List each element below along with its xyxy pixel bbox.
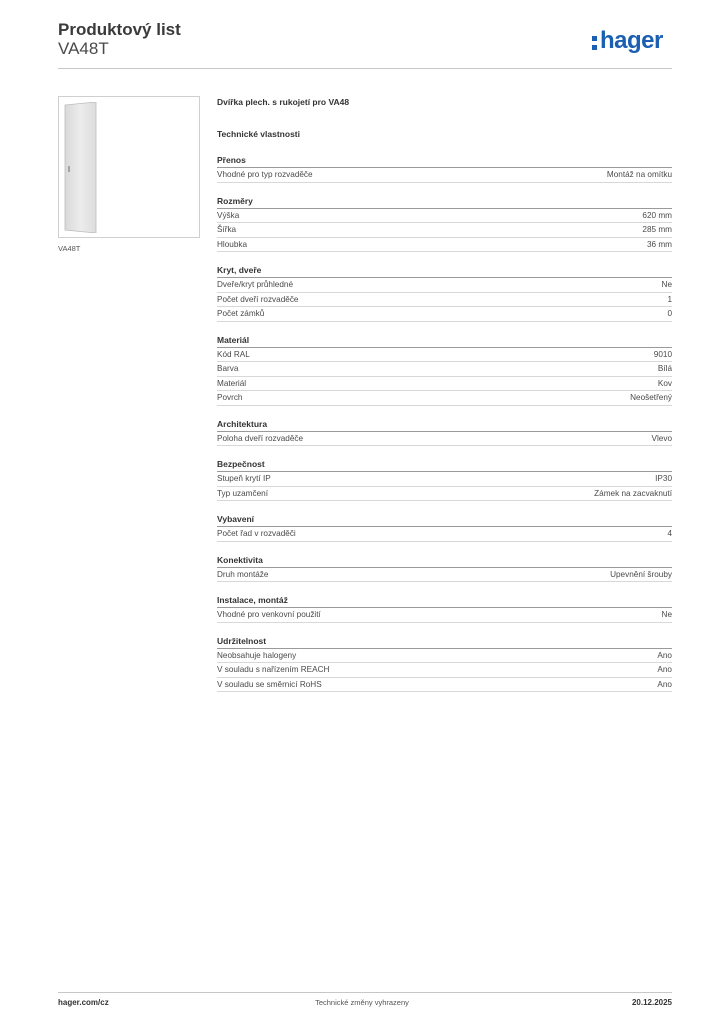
- spec-section: [217, 458, 672, 501]
- spec-label: Počet zámků: [217, 309, 265, 318]
- spec-row: [217, 663, 672, 678]
- header-divider: [58, 68, 672, 69]
- spec-value: 0: [667, 309, 672, 318]
- spec-row: [217, 391, 672, 406]
- spec-label: Vhodné pro typ rozvaděče: [217, 170, 313, 179]
- spec-value: IP30: [655, 474, 672, 483]
- section-title: Materiál: [217, 334, 672, 348]
- section-title: Přenos: [217, 154, 672, 168]
- spec-label: Typ uzamčení: [217, 488, 268, 498]
- spec-value: 36 mm: [646, 239, 672, 249]
- spec-row: [217, 527, 672, 542]
- spec-row: [217, 678, 672, 693]
- section-title: Instalace, montáž: [217, 594, 672, 608]
- spec-label: Neobsahuje halogeny: [217, 650, 297, 660]
- spec-row: [217, 487, 672, 502]
- spec-label: Druh montáže: [217, 569, 269, 579]
- spec-value: Montáž na omítku: [606, 170, 672, 179]
- spec-section: [217, 513, 672, 542]
- section-title: Rozměry: [217, 195, 672, 209]
- footer-divider: [58, 992, 672, 993]
- section-title: Kryt, dveře: [217, 264, 672, 278]
- spec-value: Ne: [661, 610, 672, 619]
- spec-value: 9010: [653, 349, 672, 359]
- spec-row: [217, 472, 672, 487]
- spec-content: [217, 96, 672, 692]
- spec-section: [217, 195, 672, 253]
- spec-row: [217, 293, 672, 308]
- spec-row: [217, 238, 672, 253]
- page-title: Produktový list: [58, 20, 181, 39]
- spec-row: [217, 348, 672, 363]
- spec-value: Ano: [657, 679, 672, 689]
- spec-label: Kód RAL: [217, 349, 250, 359]
- spec-section: [217, 154, 672, 183]
- spec-row: [217, 608, 672, 623]
- spec-value: 4: [667, 529, 672, 538]
- image-caption: VA48T: [58, 244, 81, 253]
- spec-row: [217, 307, 672, 322]
- spec-row: [217, 168, 672, 183]
- spec-label: Materiál: [217, 378, 247, 388]
- spec-section: [217, 635, 672, 693]
- section-title: Konektivita: [217, 554, 672, 568]
- spec-row: [217, 568, 672, 583]
- footer-website-link[interactable]: hager.com/cz: [58, 998, 109, 1007]
- product-image: [58, 96, 200, 238]
- spec-value: Bílá: [657, 364, 672, 373]
- spec-value: Neošetřený: [630, 393, 672, 402]
- spec-label: Vhodné pro venkovní použití: [217, 610, 321, 619]
- spec-label: V souladu se směrnicí RoHS: [217, 679, 322, 689]
- spec-value: 1: [667, 294, 672, 304]
- spec-label: Hloubka: [217, 239, 248, 249]
- door-panel-icon: [64, 102, 97, 233]
- spec-value: Ne: [661, 280, 672, 289]
- spec-label: Poloha dveří rozvaděče: [217, 433, 304, 443]
- spec-label: Výška: [217, 210, 240, 220]
- spec-row: [217, 209, 672, 224]
- section-title: Architektura: [217, 418, 672, 432]
- spec-section: [217, 418, 672, 447]
- product-code: VA48T: [58, 39, 109, 58]
- spec-label: Stupeň krytí IP: [217, 474, 271, 483]
- spec-value: Kov: [657, 378, 672, 388]
- spec-label: Šířka: [217, 225, 237, 234]
- section-title: Vybavení: [217, 513, 672, 527]
- spec-value: Zámek na zacvaknutí: [594, 488, 672, 498]
- spec-value: 620 mm: [642, 210, 672, 220]
- spec-label: Počet dveří rozvaděče: [217, 294, 299, 304]
- spec-row: [217, 432, 672, 447]
- footer-date: 20.12.2025: [631, 998, 672, 1007]
- spec-value: Ano: [657, 650, 672, 660]
- spec-row: [217, 223, 672, 238]
- section-title: Udržitelnost: [217, 635, 672, 649]
- spec-label: V souladu s nařízením REACH: [217, 665, 330, 674]
- spec-value: Upevnění šrouby: [610, 569, 672, 579]
- spec-label: Barva: [217, 364, 239, 373]
- spec-section: [217, 264, 672, 322]
- product-name: Dvířka plech. s rukojetí pro VA48: [217, 97, 350, 107]
- logo-mark-icon: [592, 33, 597, 51]
- spec-value: Vlevo: [651, 433, 672, 443]
- spec-section: [217, 334, 672, 406]
- spec-section: [217, 594, 672, 623]
- section-title: Bezpečnost: [217, 458, 672, 472]
- spec-label: Počet řad v rozvaděči: [217, 529, 296, 538]
- footer-note: Technické změny vyhrazeny: [315, 998, 409, 1007]
- spec-row: [217, 649, 672, 664]
- spec-label: Dveře/kryt průhledné: [217, 280, 293, 289]
- spec-row: [217, 377, 672, 392]
- spec-row: [217, 362, 672, 377]
- spec-heading: Technické vlastnosti: [217, 129, 300, 139]
- spec-sections: [217, 154, 672, 692]
- spec-value: 285 mm: [642, 225, 672, 234]
- spec-label: Povrch: [217, 393, 243, 402]
- spec-value: Ano: [657, 665, 672, 674]
- logo-text: hager: [600, 27, 663, 54]
- spec-row: [217, 278, 672, 293]
- spec-section: [217, 554, 672, 583]
